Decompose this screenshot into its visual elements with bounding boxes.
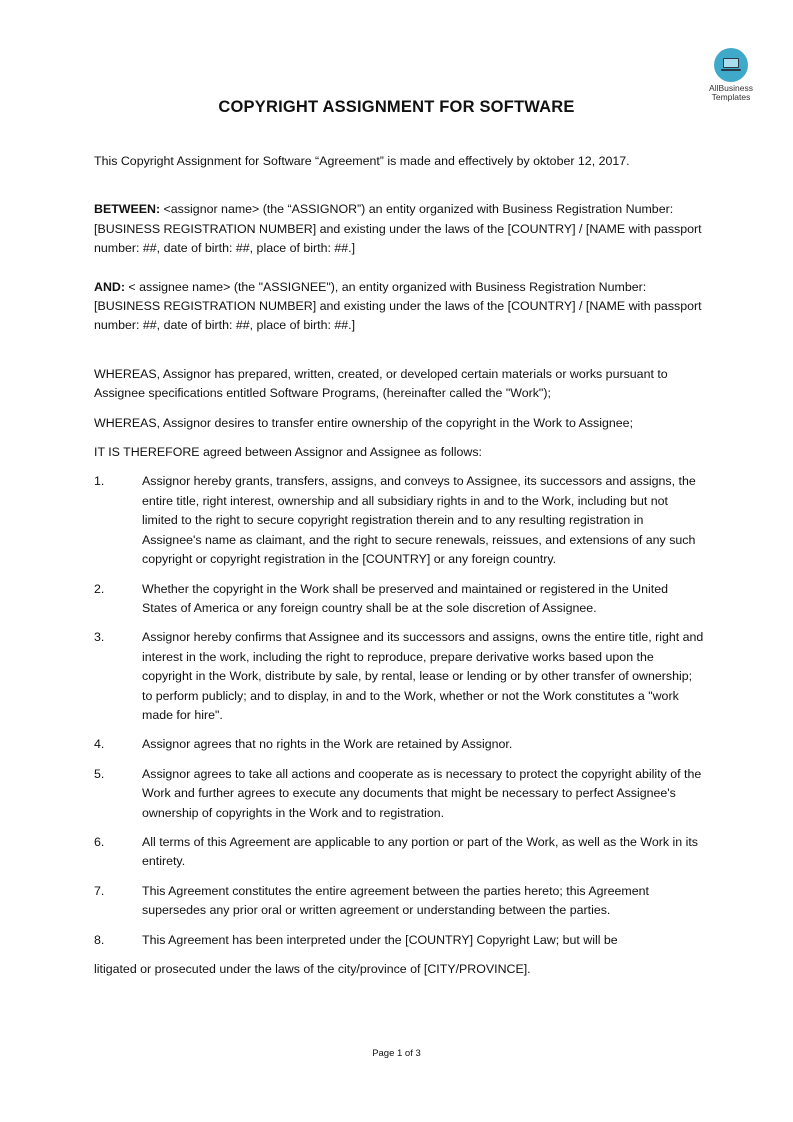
between-label: BETWEEN: (94, 202, 161, 217)
laptop-icon (714, 48, 748, 82)
list-item (94, 882, 704, 921)
whereas-paragraph-1: WHEREAS, Assignor has prepared, written, created, or developed certain materials or works pursuant to Assignee specifications entitled Software Programs, (hereinafter called the "Work"); (94, 366, 668, 401)
item-number: 2. (94, 581, 105, 596)
list-item (94, 580, 704, 619)
item-text: Assignor agrees that no rights in the Work are retained by Assignor. (142, 737, 513, 752)
item-text: Whether the copyright in the Work shall be preserved and maintained or registered in the United States of America or any foreign country shall be at the sole discretion of Assignee. (142, 581, 668, 615)
whereas-paragraph-2: WHEREAS, Assignor desires to transfer entire ownership of the copyright in the Work to Assignee; (94, 415, 634, 430)
item-number: 1. (94, 474, 105, 489)
document-body (94, 152, 704, 979)
closing-paragraph: litigated or prosecuted under the laws of the city/province of [CITY/PROVINCE]. (94, 962, 531, 976)
item-text: Assignor agrees to take all actions and cooperate as is necessary to protect the copyright ability of the Work and further agrees to execute any documents that might be necessary to perfect Assignee's ownership of copyrights in the Work and to registration. (142, 766, 702, 820)
list-item (94, 735, 704, 754)
list-item (94, 931, 704, 950)
page-number: Page 1 of 3 (372, 1048, 421, 1059)
item-number: 4. (94, 737, 105, 752)
item-text: Assignor hereby grants, transfers, assigns, and conveys to Assignee, its successors and assigns, the entire title, right interest, ownership and all subsidiary rights in and to the Work, including but not limited to the right to secure copyright registration therein and to any resulting registration in Assignee's name as claimant, and the right to secure renewals, reissues, and extensions of any such copyright or copyright registration in the [COUNTRY] or any foreign country. (142, 474, 696, 567)
list-item (94, 628, 704, 725)
allbusiness-templates-logo (700, 48, 762, 102)
and-label: AND: (94, 279, 125, 294)
between-text: <assignor name> (the “ASSIGNOR”) an entity organized with Business Registration Number: [BUSINESS REGISTRATION NUMBER] and existing under the laws of the [COUNTRY] / [NAME with passport number: ##, date of birth: ##, place of birth: ##.] (94, 202, 702, 256)
document-title: COPYRIGHT ASSIGNMENT FOR SOFTWARE (218, 98, 575, 116)
item-text: This Agreement constitutes the entire agreement between the parties hereto; this Agreement supersedes any prior oral or written agreement or understanding between the parties. (142, 883, 649, 918)
logo-text-line2: Templates (711, 92, 751, 102)
item-number: 5. (94, 766, 105, 781)
logo-text-line1: AllBusiness (709, 83, 753, 93)
list-item (94, 833, 704, 872)
intro-paragraph: This Copyright Assignment for Software “Agreement” is made and effectively by oktober 12, 2017. (94, 154, 630, 168)
item-text: All terms of this Agreement are applicable to any portion or part of the Work, as well as the Work in its entirety. (142, 834, 698, 869)
item-text: Assignor hereby confirms that Assignee and its successors and assigns, owns the entire title, right and interest in the work, including the right to reproduce, prepare derivative works based upon the copyright in the Work, distribute by sale, by rental, lease or lending or by other transfer of ownership; to perform publicly; and to display, in and to the Work, whether or not the Work constitutes a "work made for hire". (142, 630, 704, 722)
item-number: 3. (94, 630, 105, 645)
therefore-paragraph: IT IS THEREFORE agreed between Assignor and Assignee as follows: (94, 445, 482, 460)
item-number: 7. (94, 883, 105, 898)
and-paragraph (94, 278, 704, 336)
item-text: This Agreement has been interpreted under the [COUNTRY] Copyright Law; but will be (142, 932, 618, 947)
and-text: < assignee name> (the "ASSIGNEE"), an entity organized with Business Registration Number: [BUSINESS REGISTRATION NUMBER] and existing under the laws of the [COUNTRY] / [NAME with passport number: ##, date of birth: ##, place of birth: ##.] (94, 279, 702, 333)
between-paragraph (94, 200, 704, 258)
list-item (94, 472, 704, 569)
item-number: 8. (94, 932, 105, 947)
list-item (94, 765, 704, 823)
item-number: 6. (94, 834, 105, 849)
